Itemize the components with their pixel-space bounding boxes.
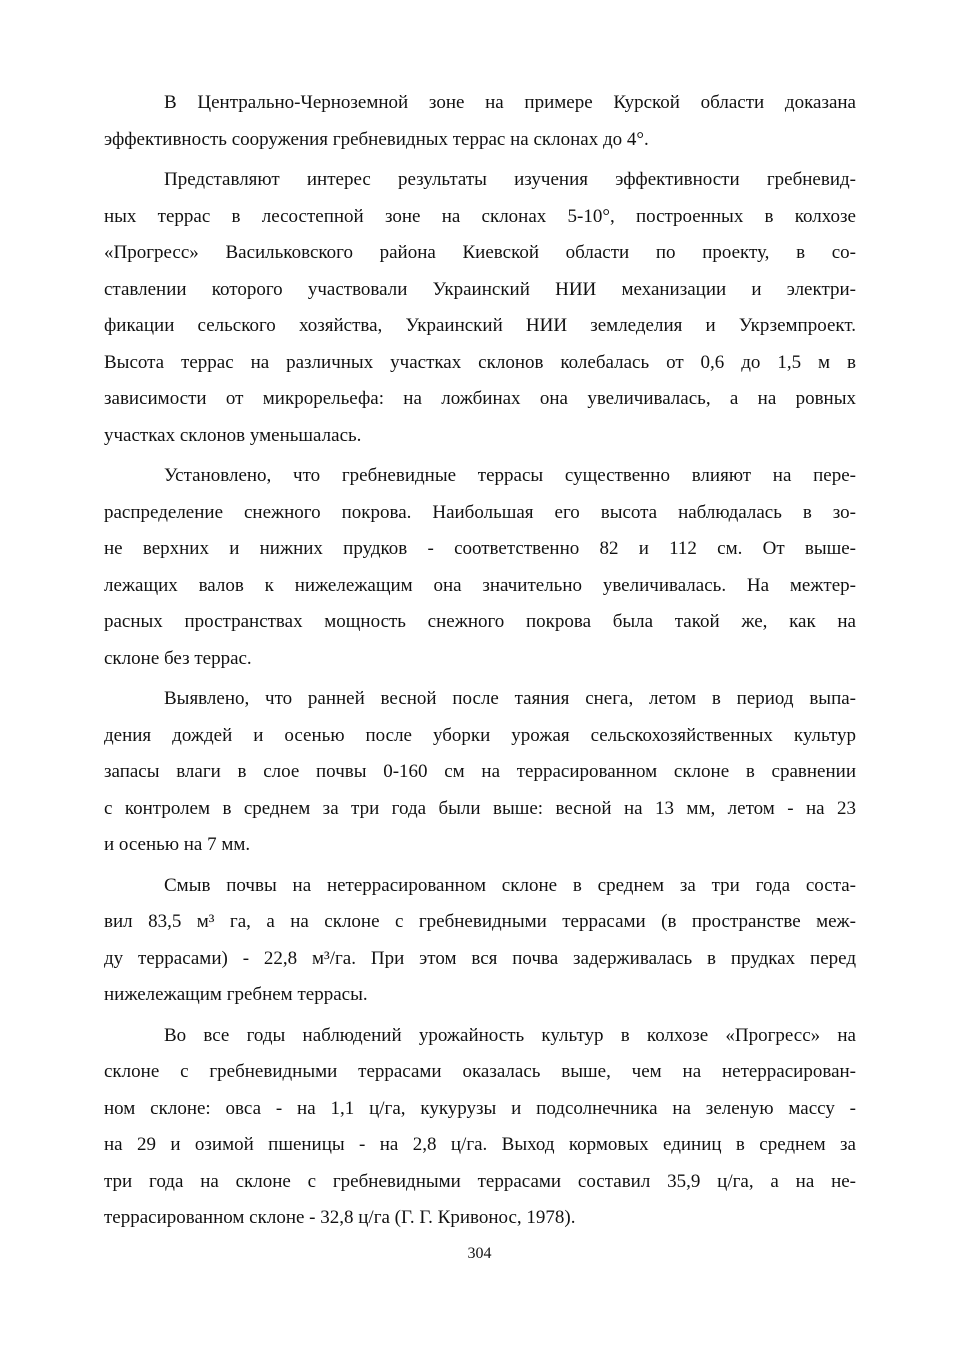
page-number: 304 [467, 1245, 492, 1262]
text-line: Установлено, что гребневидные террасы существенно влияют на пере- [164, 465, 856, 486]
text-line: террасированном склоне - 32,8 ц/га (Г. Г. Кривонос, 1978). [104, 1207, 576, 1228]
text-line: «Прогресс» Васильковского района Киевской области по проекту, в со- [104, 242, 856, 263]
text-line: участках склонов уменьшалась. [104, 424, 362, 446]
text-line: с контролем в среднем за три года были выше: весной на 13 мм, летом - на 23 [104, 797, 856, 819]
text-line: нижележащим гребнем террасы. [104, 984, 368, 1005]
text-line: В Центрально-Черноземной зоне на примере Курской области доказана [164, 92, 856, 113]
document-body [104, 85, 856, 1241]
paragraph-6 [104, 1018, 856, 1237]
text-line: эффективность сооружения гребневидных террас на склонах до 4°. [104, 128, 649, 150]
text-line: три года на склоне с гребневидными террасами составил 35,9 ц/га, а на не- [104, 1170, 856, 1192]
text-line: Представляют интерес результаты изучения эффективности гребневид- [164, 169, 856, 190]
text-line: запасы влаги в слое почвы 0-160 см на террасированном склоне в сравнении [104, 761, 856, 782]
text-line: ном склоне: овса - на 1,1 ц/га, кукурузы и подсолнечника на зеленую массу - [104, 1097, 856, 1119]
text-line: ду террасами) - 22,8 м³/га. При этом вся почва задерживалась в прудках перед [104, 947, 856, 969]
text-line: Выявлено, что ранней весной после таяния снега, летом в период выпа- [164, 688, 856, 709]
text-line: расных пространствах мощность снежного покрова была такой же, как на [104, 611, 856, 632]
text-line: распределение снежного покрова. Наибольшая его высота наблюдалась в зо- [104, 501, 856, 523]
text-line: и осенью на 7 мм. [104, 834, 251, 855]
text-line: Высота террас на различных участках склонов колебалась от 0,6 до 1,5 м в [104, 351, 856, 373]
text-line: Смыв почвы на нетеррасированном склоне в среднем за три года соста- [164, 874, 856, 896]
text-line: ставлении которого участвовали Украинский НИИ механизации и электри- [104, 278, 856, 300]
paragraph-4 [104, 681, 856, 864]
text-line: Во все годы наблюдений урожайность культур в колхозе «Прогресс» на [164, 1024, 856, 1046]
text-line: вил 83,5 м³ га, а на склоне с гребневидными террасами (в пространстве меж- [104, 911, 856, 932]
text-line: не верхних и нижних прудков - соответственно 82 и 112 см. От выше- [104, 538, 856, 559]
text-line: дения дождей и осенью после уборки урожая сельскохозяйственных культур [104, 724, 856, 746]
paragraph-2 [104, 162, 856, 454]
text-line: склоне с гребневидными террасами оказалась выше, чем на нетеррасирован- [104, 1061, 856, 1082]
paragraph-3 [104, 458, 856, 677]
text-line: на 29 и озимой пшеницы - на 2,8 ц/га. Выход кормовых единиц в среднем за [104, 1134, 856, 1155]
text-line: зависимости от микрорельефа: на ложбинах она увеличивалась, а на ровных [104, 388, 856, 409]
text-line: лежащих валов к нижележащим она значительно увеличивалась. На межтер- [104, 574, 856, 596]
text-line: фикации сельского хозяйства, Украинский НИИ земледелия и Укрземпроект. [104, 315, 856, 336]
paragraph-5 [104, 868, 856, 1014]
text-line: склоне без террас. [104, 647, 252, 669]
text-line: ных террас в лесостепной зоне на склонах 5-10°, построенных в колхозе [104, 205, 856, 227]
paragraph-1 [104, 85, 856, 158]
